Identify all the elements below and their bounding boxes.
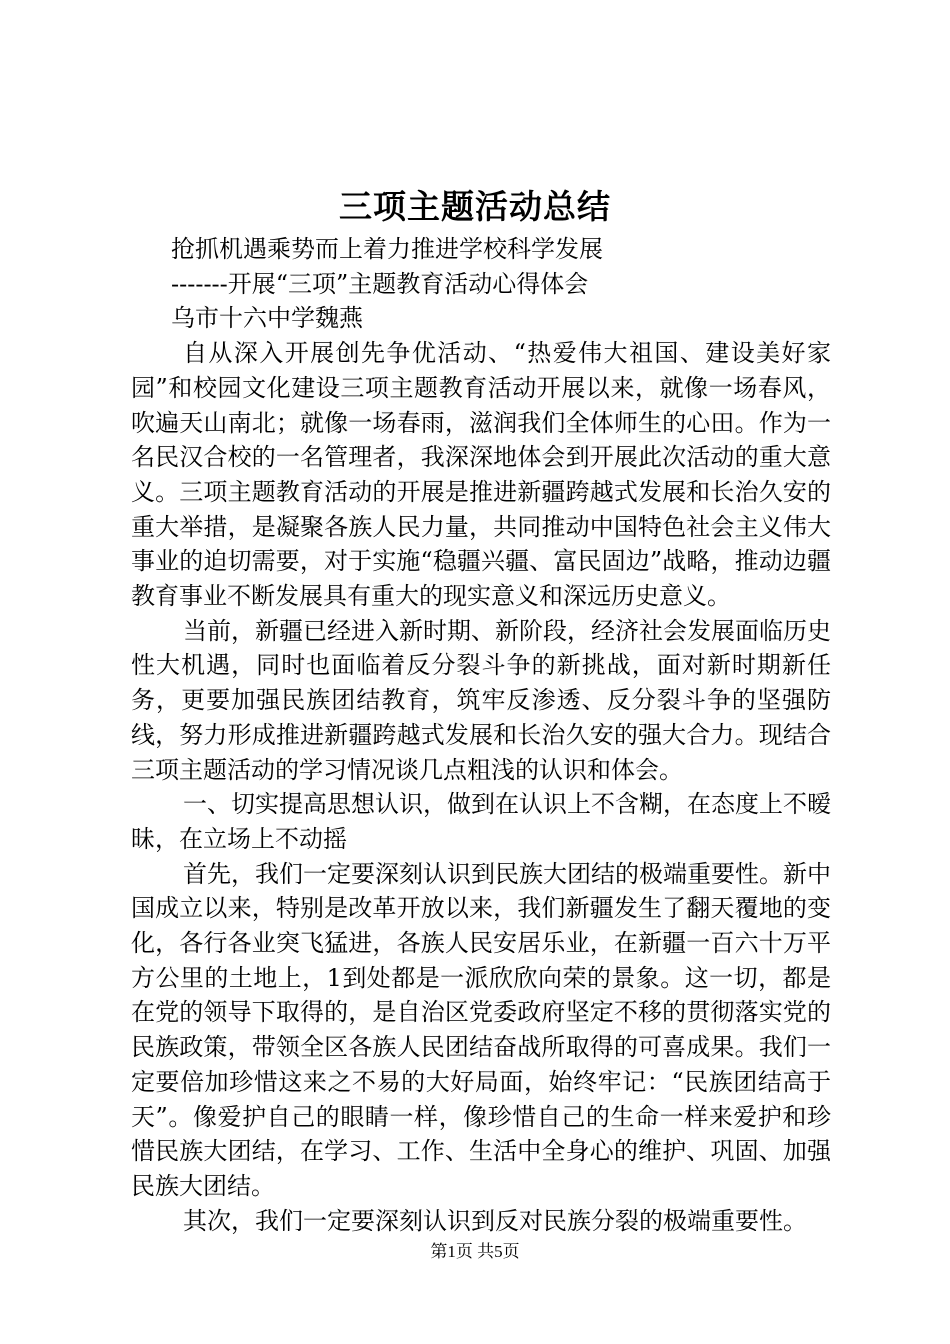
document-author: 乌市十六中学魏燕 <box>171 304 363 333</box>
document-body <box>131 232 831 1238</box>
section-heading-one: 一、切实提高思想认识，做到在认识上不含糊，在态度上不暧昧，在立场上不动摇 <box>131 790 831 853</box>
document-sub-subtitle: -------开展“三项”主题教育活动心得体会 <box>171 269 589 298</box>
document-subtitle: 抢抓机遇乘势而上着力推进学校科学发展 <box>171 235 603 263</box>
paragraph-second-point: 其次，我们一定要深刻认识到反对民族分裂的极端重要性。 <box>183 1206 807 1235</box>
page-footer: 第1页 共5页 <box>430 1242 520 1261</box>
paragraph-first-point: 首先，我们一定要深刻认识到民族大团结的极端重要性。新中国成立以来，特别是改革开放以来，我们新疆发生了翻天覆地的变化，各行各业突飞猛进，各族人民安居乐业，在新疆一百六十万平方公里的土地上，1到处都是一派欣欣向荣的景象。这一切，都是在党的领导下取得的，是自治区党委政府坚定不移的贯彻落实党的民族政策，带领全区各族人民团结奋战所取得的可喜成果。我们一定要倍加珍惜这来之不易的大好局面，始终牢记：“民族团结高于天”。像爱护自己的眼睛一样，像珍惜自己的生命一样来爱护和珍惜民族大团结，在学习、工作、生活中全身心的维护、巩固、加强民族大团结。 <box>131 859 831 1200</box>
document-title: 三项主题活动总结 <box>339 187 611 226</box>
paragraph-intro: 自从深入开展创先争优活动、“热爱伟大祖国、建设美好家园”和校园文化建设三项主题教育活动开展以来，就像一场春风，吹遍天山南北；就像一场春雨，滋润我们全体师生的心田。作为一名民汉合校的一名管理者，我深深地体会到开展此次活动的重大意义。三项主题教育活动的开展是推进新疆跨越式发展和长治久安的重大举措，是凝聚各族人民力量，共同推动中国特色社会主义伟大事业的迫切需要，对于实施“稳疆兴疆、富民固边”战略，推动边疆教育事业不断发展具有重大的现实意义和深远历史意义。 <box>131 339 831 611</box>
paragraph-background: 当前，新疆已经进入新时期、新阶段，经济社会发展面临历史性大机遇，同时也面临着反分裂斗争的新挑战，面对新时期新任务，更要加强民族团结教育，筑牢反渗透、反分裂斗争的坚强防线，努力形成推进新疆跨越式发展和长治久安的强大合力。现结合三项主题活动的学习情况谈几点粗浅的认识和体会。 <box>131 616 831 784</box>
